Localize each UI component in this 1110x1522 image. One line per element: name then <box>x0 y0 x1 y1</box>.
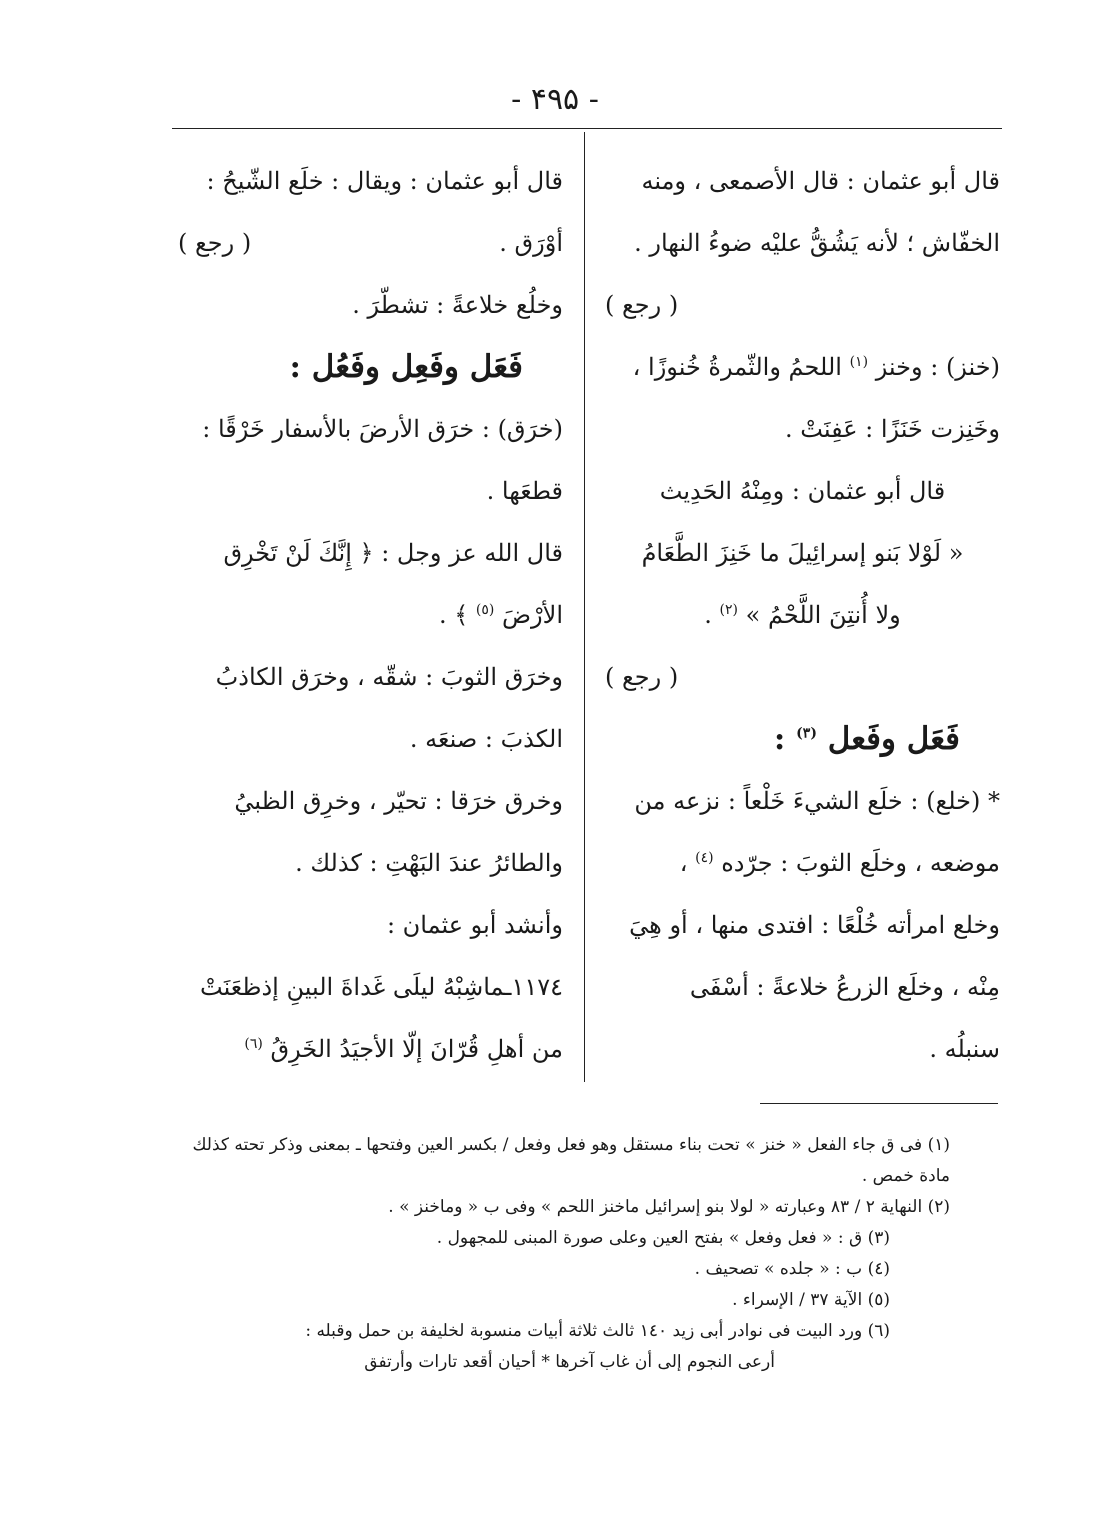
footnote-verse: أرعى النجوم إلى أن غاب آخرها * أحيان أقعد تارات وأرتفق <box>364 1352 775 1372</box>
footnote: (٣) ق : « فعل وفعل » بفتح العين وعلى صورة المبنى للمجهول . <box>436 1228 890 1248</box>
footnote-ref: (١) <box>849 354 869 370</box>
verse-line: من أهلِ قُرّانَ إلّا الأجيَدُ الخَرِقُ $^{(٦)}$ <box>244 1035 563 1063</box>
return-marker: ( رجع ) <box>178 229 252 257</box>
paragraph-line: قال أبو عثمان : ويقال : خلَع الشّيحُ : <box>206 167 563 195</box>
footnote: (١) فى ق جاء الفعل « خنز » تحت بناء مستقل وهو فعل وفعل / بكسر العين وفتحها ـ بمعنى وذكر تحته كذلك مادة خمص . <box>192 1135 950 1186</box>
paragraph-line: وخَنِزت خَنَزًا : عَفِنَتْ . <box>785 415 1000 443</box>
paragraph-line: وأنشد أبو عثمان : <box>386 911 563 939</box>
left-column <box>178 150 563 1080</box>
paragraph-line: قال أبو عثمان : قال الأصمعى ، ومنه <box>641 167 1000 195</box>
footnote: (٤) ب : « جلده » تصحيف . <box>694 1259 890 1279</box>
paragraph-line: والطائرُ عندَ البَهْتِ : كذلك . <box>295 849 563 877</box>
header-rule <box>172 128 1002 129</box>
footnote-rule <box>760 1103 998 1104</box>
paragraph-line: الكذبَ : صنعَه . <box>409 725 563 753</box>
paragraph-line: قطعَها . <box>486 477 563 505</box>
section-heading: فَعَل وفَعل $^{(٣)}$ : <box>773 721 960 757</box>
paragraph-line: سنبلُه . <box>929 1035 1000 1063</box>
right-column <box>605 150 1000 1080</box>
paragraph-line: أوْرَق . ( رجع ) <box>178 212 563 274</box>
paragraph-line: موضعه ، وخلَع الثوبَ : جرّده $^{(٤)}$ ، <box>679 849 1000 877</box>
hadith-line: « لَوْلا بَنو إسرائِيلَ ما خَنِزَ الطَّعَامُ <box>641 539 964 567</box>
footnote-ref: (٤) <box>695 850 714 866</box>
paragraph-line: مِنْه ، وخلَع الزرعُ خلاعةً : أسْفَى <box>689 973 1000 1001</box>
paragraph-line: (خنز) : وخنز $^{(١)}$ اللحمُ والثّمرةُ خُنوزًا ، <box>632 353 1000 381</box>
paragraph-line: قال الله عز وجل : ﴿ إِنَّكَ لَنْ تَخْرِق <box>223 539 563 567</box>
paragraph-line: وخلع امرأته خُلْعًا : افتدى منها ، أو هِيَ <box>629 911 1000 939</box>
paragraph-line: وخرَق الثوبَ : شقّه ، وخرَق الكاذبُ <box>215 663 563 691</box>
return-marker: ( رجع ) <box>605 291 679 319</box>
paragraph-line: وخلُع خلاعةً : تشطّرَ . <box>352 291 563 319</box>
column-divider <box>584 132 585 1082</box>
paragraph-line: وخرق خرَقا : تحيّر ، وخرِق الظبيُ <box>234 787 563 815</box>
page-number: - ۴۹۵ - <box>511 82 599 117</box>
paragraph-line: (خرَق) : خرَق الأرضَ بالأسفار خَرْقًا : <box>202 415 563 443</box>
paragraph-line: * (خلع) : خلَع الشيءَ خَلْعاً : نزعه من <box>634 787 1000 815</box>
hadith-line: ولا أُنتِنَ اللَّحْمُ » $^{(٢)}$ . <box>704 601 901 629</box>
return-marker: ( رجع ) <box>605 663 679 691</box>
footnote-ref: (٦) <box>244 1036 263 1052</box>
footnote: (٥) الآية ٣٧ / الإسراء . <box>732 1290 890 1310</box>
verse-line: ١١٧٤ـماشِبْهُ ليلَى غَداةَ البينِ إذظعَنَتْ <box>200 973 563 1001</box>
footnote: (٢) النهاية ٢ / ٨٣ وعبارته « لولا بنو إسرائيل ماخنز اللحم » وفى ب « وماخنز » . <box>388 1197 950 1217</box>
footnote-ref: (٥) <box>475 602 495 618</box>
footnote-ref: (٢) <box>719 602 738 618</box>
section-heading: فَعَل وفَعِل وفَعُل : <box>289 349 523 385</box>
paragraph-line: الخفّاش ؛ لأنه يَشُقُّ عليْه ضوءُ النهار . <box>634 229 1000 257</box>
footnotes <box>170 1130 950 1378</box>
footnote-ref: (٣) <box>796 725 817 742</box>
footnote: (٦) ورد البيت فى نوادر أبى زيد ١٤٠ ثالث ثلاثة أبيات منسوبة لخليفة بن حمل وقبله : <box>305 1321 890 1341</box>
paragraph-line: الأرْضَ $^{(٥)}$ ﴾ . <box>438 601 563 629</box>
paragraph-line: قال أبو عثمان : ومِنْهُ الحَدِيث <box>659 477 946 505</box>
